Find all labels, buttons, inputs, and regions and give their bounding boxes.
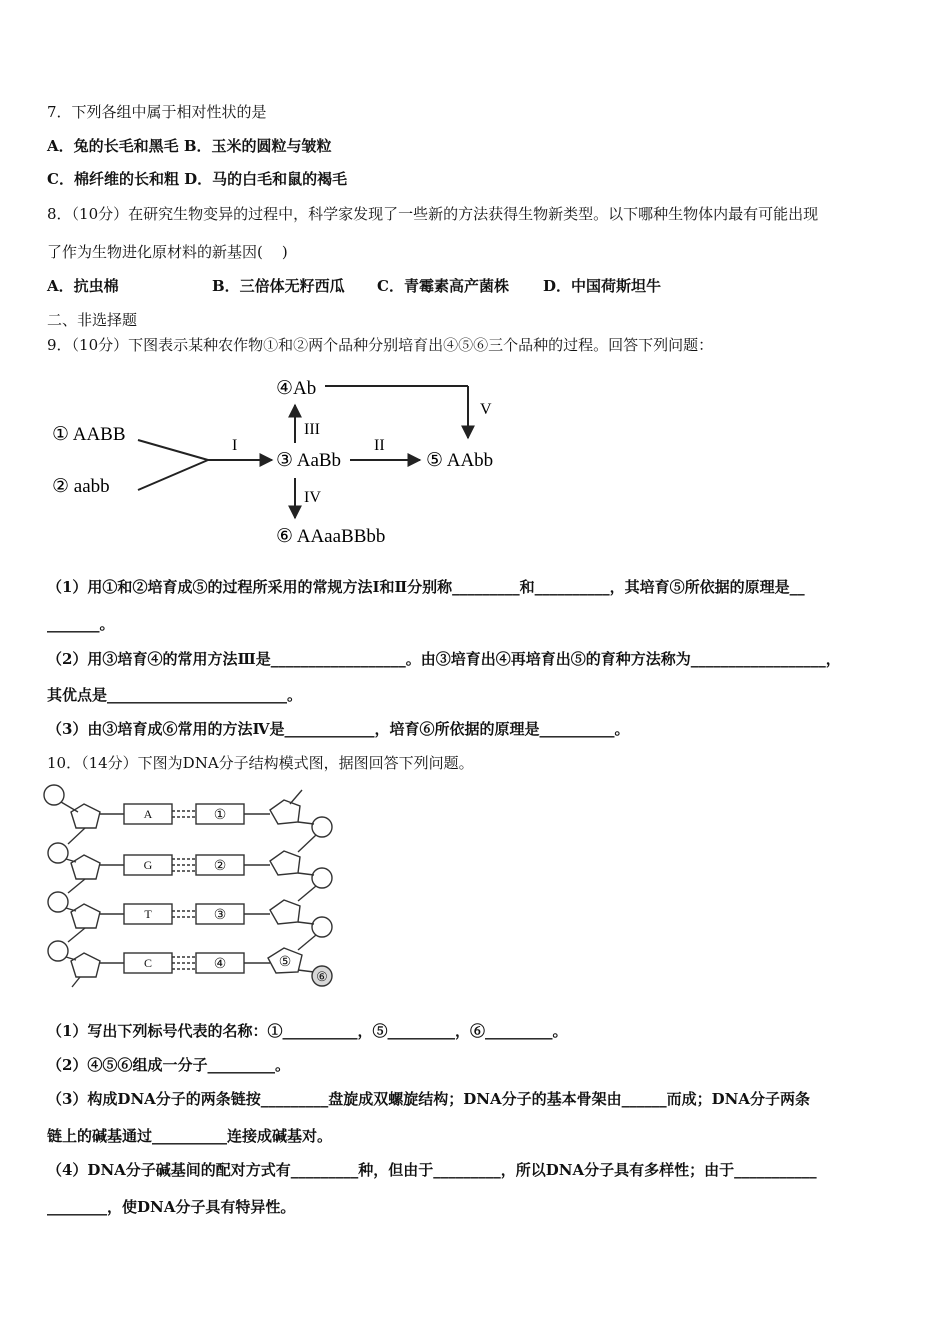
- variety-2-label: ② aabb: [52, 476, 110, 497]
- deoxyribose-pentagon: [71, 804, 100, 828]
- path-from-2: [138, 460, 208, 490]
- method-1-label: I: [232, 437, 238, 454]
- base-label: G: [143, 858, 153, 872]
- q10-part3-line2: 链上的碱基通过__________连接成碱基对。: [47, 1127, 333, 1145]
- q8-stem-line1: 8．（10分）在研究生物变异的过程中，科学家发现了一些新的方法获得生物新类型。以下哪种生物体内最有可能出现: [47, 205, 819, 223]
- q8-option-b: B．三倍体无籽西瓜: [212, 277, 345, 295]
- q8-stem-line2: 了作为生物进化原材料的新基因( ): [47, 243, 288, 261]
- q7-stem: 7．下列各组中属于相对性状的是: [47, 103, 267, 121]
- method-2-label: II: [374, 437, 385, 454]
- q10-part2: （2）④⑤⑥组成一分子_________。: [47, 1056, 290, 1074]
- q9-stem: 9．（10分）下图表示某种农作物①和②两个品种分别培育出④⑤⑥三个品种的过程。回答下列问题：: [47, 336, 714, 354]
- q9-part1-line1: （1）用①和②培育成⑤的过程所采用的常规方法Ⅰ和Ⅱ分别称_________和__________，其培育⑤所依据的原理是__: [47, 578, 805, 596]
- dna-structure-diagram: [40, 782, 340, 992]
- q7-options-row2: C．棉纤维的长和粗 D．马的白毛和鼠的褐毛: [47, 170, 348, 188]
- base-label: T: [144, 907, 152, 921]
- partner-label: ④: [213, 957, 227, 972]
- variety-1-label: ① AABB: [52, 424, 126, 445]
- q10-stem: 10．（14分）下图为DNA分子结构模式图，据图回答下列问题。: [47, 754, 474, 772]
- q8-option-c: C．青霉素高产菌株: [377, 277, 509, 295]
- base-label: A: [143, 807, 153, 821]
- phosphate-circle: [48, 843, 68, 863]
- q9-part2-line2: 其优点是________________________。: [47, 686, 303, 704]
- path-from-1: [138, 440, 208, 460]
- phosphate-circle: [312, 817, 332, 837]
- q10-part1: （1）写出下列标号代表的名称：①__________，⑤_________，⑥_________。: [47, 1022, 568, 1040]
- method-4-label: IV: [304, 489, 321, 506]
- q10-part4-line2: ________，使DNA分子具有特异性。: [47, 1198, 296, 1216]
- q8-option-d: D．中国荷斯坦牛: [543, 277, 662, 295]
- base-label: C: [143, 956, 153, 970]
- deoxyribose-pentagon: [270, 800, 300, 824]
- q7-options-row1: A．兔的长毛和黑毛 B．玉米的圆粒与皱粒: [47, 137, 332, 155]
- partner-label: ①: [213, 808, 227, 823]
- partner-label: ③: [213, 908, 227, 923]
- variety-4-label: ④Ab: [276, 378, 317, 399]
- q8-option-a: A．抗虫棉: [47, 277, 119, 295]
- section-heading: 二、非选择题: [47, 311, 138, 329]
- deoxyribose-pentagon: [71, 855, 100, 879]
- q9-part3: （3）由③培育成⑥常用的方法Ⅳ是____________，培育⑥所依据的原理是__________。: [47, 720, 630, 738]
- phosphate-circle: [48, 941, 68, 961]
- partner-label: ②: [213, 859, 227, 874]
- q9-part1-line2: _______。: [47, 615, 115, 633]
- deoxyribose-pentagon: [270, 900, 300, 924]
- q9-part2-line1: （2）用③培育④的常用方法Ⅲ是__________________。由③培育出④再培育出⑤的育种方法称为__________________，: [47, 650, 841, 668]
- q10-part3-line1: （3）构成DNA分子的两条链按_________盘旋成双螺旋结构；DNA分子的基本骨架由______而成；DNA分子两条: [47, 1090, 811, 1108]
- label-5: ⑤: [278, 955, 292, 970]
- variety-3-label: ③ AaBb: [276, 450, 342, 471]
- deoxyribose-pentagon: [270, 851, 300, 875]
- variety-5-label: ⑤ AAbb: [426, 450, 494, 471]
- variety-6-label: ⑥ AAaaBBbb: [276, 526, 386, 547]
- method-3-label: III: [304, 421, 320, 438]
- breeding-diagram: [40, 368, 520, 558]
- phosphate-circle: [312, 917, 332, 937]
- method-5-label: V: [480, 401, 492, 418]
- phosphate-circle: [48, 892, 68, 912]
- deoxyribose-pentagon: [71, 904, 100, 928]
- q10-part4-line1: （4）DNA分子碱基间的配对方式有_________种，但由于_________，所以DNA分子具有多样性；由于___________: [47, 1161, 817, 1179]
- deoxyribose-pentagon: [71, 953, 100, 977]
- label-6: ⑥: [316, 969, 328, 984]
- phosphate-circle: [312, 868, 332, 888]
